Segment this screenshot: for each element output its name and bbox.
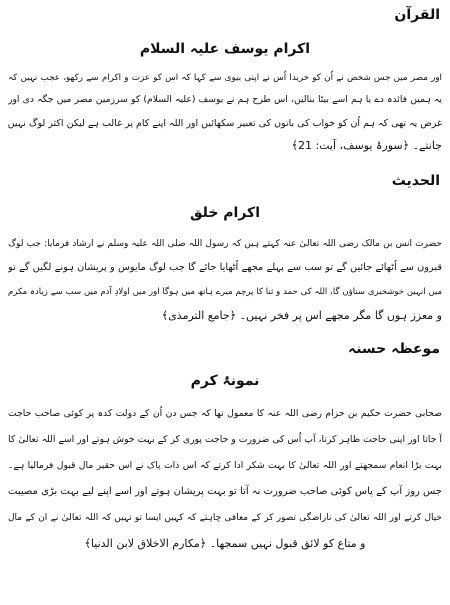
sermon-subtitle: نمونۂ کرم [190, 373, 260, 389]
quran-line-3: غرض یہ تھی کہ ہم اُن کو خواب کی باتوں کی تعبیر سکھائیں اور اللہ اپنے کام پر غالب ہے لیکن اکثر لوگ نہیں [8, 118, 442, 129]
hadith-line-4: و معزز ہوں گا مگر مجھے اس پر فخر نہیں۔ ﴿جامع الترمذی﴾ [161, 309, 442, 322]
sermon-heading: موعظہ حسنہ [348, 341, 440, 357]
quran-line-1: اور مصر میں جس شخص نے اُن کو خریدا اُس نے اپنی بیوی سے کہا کہ اس کو عزت و اکرام سے رکھو، عجب نہیں کہ [8, 73, 442, 83]
sermon-line-6: و متاع کو لائق قبول نہیں سمجھا۔ ﴿مکارم الاخلاق لابن الدنیا﴾ [84, 537, 366, 550]
sermon-line-5: خیال کرتے اور اللہ تعالیٰ کی ناراضگی تصور کر کے معافی چاہتے کہ کہیں ایسا تو نہیں کہ اللہ تعالیٰ نے ان کے مال [8, 513, 442, 523]
quran-line-2: یہ ہمیں فائدہ دے یا ہم اسے بیٹا بنالیں، اس طرح ہم نے یوسف (علیہ السلام) کو سرزمین مصر میں جگہ دی اور [8, 94, 442, 105]
sermon-line-2: آ جاتا اور اپنی حاجت ظاہر کرتا، آپ اُس کی ضرورت و حاجت پوری کر کے بہت خوش ہوتے اور اسے اللہ تعالیٰ کا [8, 434, 442, 445]
sermon-line-1: صحابی حضرت حکیم بن حزام رضی اللہ عنہ کا معمول تھا کہ جس دن اُن کے دولت کدہ پر کوئی صاحب حاجت [8, 408, 442, 419]
quran-subtitle: اکرام یوسف علیہ السلام [139, 41, 311, 57]
quran-heading: القرآن [394, 7, 440, 23]
hadith-heading: الحدیث [391, 173, 440, 189]
hadith-line-1: حضرت انس بن مالک رضی اللہ تعالیٰ عنہ کہتے ہیں کہ رسول اللہ صلی اللہ علیہ وسلم نے ارشاد فرمایا: جب لوگ [8, 239, 442, 249]
quran-line-4: جانتے۔ ﴿سورۂ یوسف، آیت: 21﴾ [291, 139, 442, 152]
sermon-line-4: جس روز آپ کے پاس کوئی صاحب ضرورت نہ آتا تو بہت پریشان ہوتے اور اسے اپنے لیے بہت بڑی مصیبت [8, 486, 442, 497]
hadith-line-3: میں انہیں خوشخبری سناؤں گا، اللہ کی حمد و ثنا کا پرچم میرے ہاتھ میں ہوگا اور میں اولادِ آدم میں سب سے زیادہ مکرم [8, 287, 442, 297]
hadith-line-2: قبروں سے اُٹھائے جائیں گے تو سب سے پہلے مجھے اُٹھایا جائے گا جب لوگ مایوس و پریشان ہونے لگیں گے تو [8, 262, 442, 273]
sermon-line-3: بہت بڑا انعام سمجھتے اور اللہ تعالیٰ کا بہت شکر ادا کرتے کہ اس ذات پاک نے اس حقیر مال قبول فرمالیا ہے۔ [8, 460, 442, 471]
hadith-subtitle: اکرام خلق [189, 205, 260, 221]
